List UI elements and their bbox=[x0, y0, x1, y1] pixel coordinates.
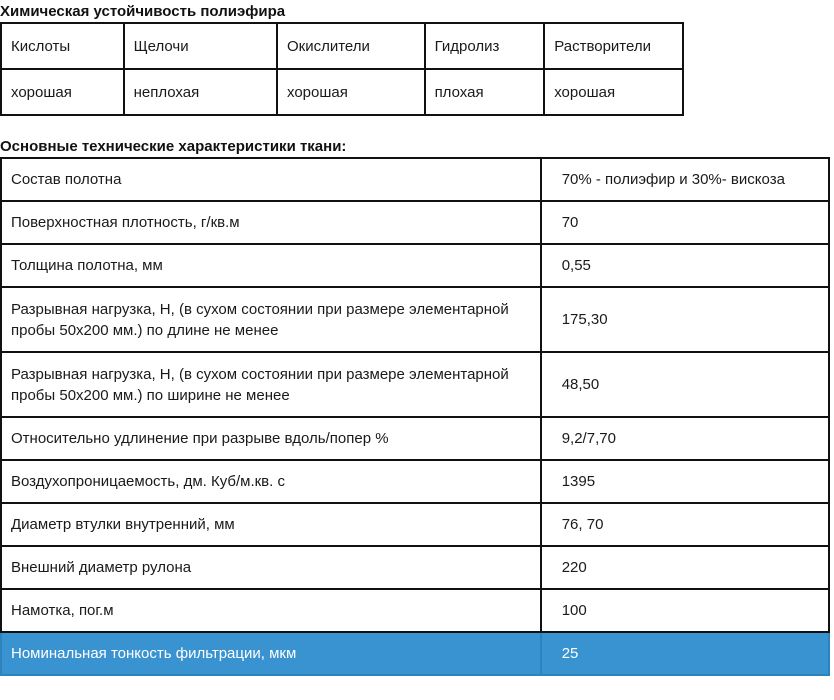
spec-value: 48,50 bbox=[541, 352, 829, 417]
table-row bbox=[1, 546, 829, 589]
value-solvents: хорошая bbox=[544, 69, 683, 115]
chemical-resistance-table bbox=[0, 22, 684, 116]
value-alkalis: неплохая bbox=[124, 69, 277, 115]
spec-value: 9,2/7,70 bbox=[541, 417, 829, 460]
spec-param: Поверхностная плотность, г/кв.м bbox=[1, 201, 541, 244]
spec-value: 175,30 bbox=[541, 287, 829, 352]
table-row bbox=[1, 460, 829, 503]
table-row bbox=[1, 503, 829, 546]
table-row bbox=[1, 201, 829, 244]
specs-table bbox=[0, 157, 830, 676]
header-acids: Кислоты bbox=[1, 23, 124, 69]
spec-param: Намотка, пог.м bbox=[1, 589, 541, 632]
spec-value: 100 bbox=[541, 589, 829, 632]
header-solvents: Растворители bbox=[544, 23, 683, 69]
chemical-resistance-title: Химическая устойчивость полиэфира bbox=[0, 3, 286, 20]
table-row bbox=[1, 158, 829, 201]
table-row bbox=[1, 352, 829, 417]
table-row bbox=[1, 417, 829, 460]
value-hydrolysis: плохая bbox=[425, 69, 545, 115]
specs-title: Основные технические характеристики ткани: bbox=[0, 138, 347, 155]
header-oxidizers: Окислители bbox=[277, 23, 425, 69]
spec-param: Разрывная нагрузка, Н, (в сухом состоянии при размере элементарной пробы 50х200 мм.) по длине не менее bbox=[1, 287, 541, 352]
spec-param: Воздухопроницаемость, дм. Куб/м.кв. с bbox=[1, 460, 541, 503]
table-row bbox=[1, 244, 829, 287]
header-hydrolysis: Гидролиз bbox=[425, 23, 545, 69]
spec-param: Состав полотна bbox=[1, 158, 541, 201]
table-header-row bbox=[1, 23, 683, 69]
spec-param: Диаметр втулки внутренний, мм bbox=[1, 503, 541, 546]
spec-param: Разрывная нагрузка, Н, (в сухом состоянии при размере элементарной пробы 50х200 мм.) по ширине не менее bbox=[1, 352, 541, 417]
value-acids: хорошая bbox=[1, 69, 124, 115]
table-row bbox=[1, 287, 829, 352]
highlighted-table-row bbox=[1, 632, 829, 675]
spec-value: 220 bbox=[541, 546, 829, 589]
spec-param: Толщина полотна, мм bbox=[1, 244, 541, 287]
spec-value: 70% - полиэфир и 30%- вискоза bbox=[541, 158, 829, 201]
header-alkalis: Щелочи bbox=[124, 23, 277, 69]
table-row bbox=[1, 589, 829, 632]
spec-value: 25 bbox=[541, 632, 829, 675]
spec-value: 1395 bbox=[541, 460, 829, 503]
spec-param: Внешний диаметр рулона bbox=[1, 546, 541, 589]
value-oxidizers: хорошая bbox=[277, 69, 425, 115]
spec-param: Номинальная тонкость фильтрации, мкм bbox=[1, 632, 541, 675]
spec-value: 0,55 bbox=[541, 244, 829, 287]
table-row bbox=[1, 69, 683, 115]
spec-value: 70 bbox=[541, 201, 829, 244]
spec-value: 76, 70 bbox=[541, 503, 829, 546]
spec-param: Относительно удлинение при разрыве вдоль/попер % bbox=[1, 417, 541, 460]
